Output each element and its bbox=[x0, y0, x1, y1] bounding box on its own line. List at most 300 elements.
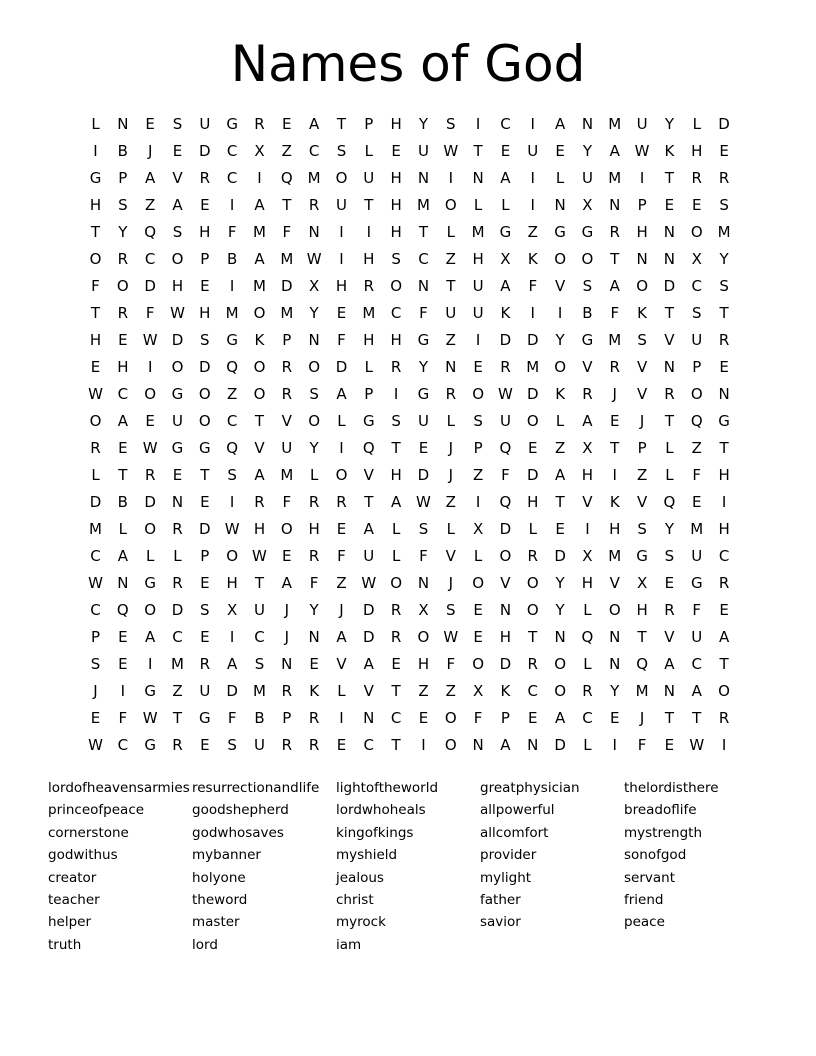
grid-letter: R bbox=[363, 277, 375, 295]
grid-letter: T bbox=[473, 142, 483, 160]
grid-letter: X bbox=[472, 520, 484, 538]
grid-letter: M bbox=[225, 304, 239, 322]
grid-letter: E bbox=[719, 142, 729, 160]
grid-letter: O bbox=[608, 601, 621, 619]
grid-letter: L bbox=[446, 520, 455, 538]
grid-letter: S bbox=[691, 304, 702, 322]
grid-letter: Z bbox=[445, 493, 456, 511]
grid-letter: V bbox=[609, 574, 620, 592]
grid-letter: P bbox=[637, 196, 647, 214]
grid-letter: D bbox=[226, 682, 238, 700]
grid-letter: H bbox=[171, 277, 184, 295]
grid-letter: E bbox=[610, 709, 620, 727]
grid-letter: N bbox=[499, 601, 512, 619]
grid-letter: D bbox=[499, 331, 512, 349]
grid-letter: E bbox=[719, 601, 729, 619]
grid-letter: Y bbox=[555, 574, 565, 592]
grid-letter: N bbox=[117, 574, 129, 592]
grid-letter: H bbox=[253, 520, 266, 538]
grid-letter: S bbox=[254, 655, 265, 673]
grid-letter: F bbox=[610, 304, 620, 322]
grid-letter: G bbox=[581, 331, 594, 349]
grid-letter: V bbox=[664, 628, 675, 646]
grid-letter: U bbox=[581, 169, 593, 187]
grid-letter: O bbox=[444, 709, 457, 727]
grid-letter: W bbox=[361, 574, 377, 592]
grid-letter: L bbox=[555, 169, 565, 187]
grid-letter: G bbox=[417, 331, 430, 349]
grid-letter: O bbox=[308, 412, 321, 430]
grid-letter: A bbox=[145, 628, 156, 646]
grid-letter: X bbox=[500, 250, 511, 268]
grid-letter: U bbox=[499, 412, 511, 430]
grid-letter: I bbox=[721, 736, 727, 754]
grid-letter: Y bbox=[582, 142, 593, 160]
grid-letter: Z bbox=[336, 574, 347, 592]
grid-row bbox=[82, 732, 739, 759]
grid-letter: F bbox=[91, 277, 100, 295]
grid-letter: Y bbox=[309, 601, 319, 619]
grid-letter: O bbox=[390, 574, 403, 592]
grid-letter: I bbox=[585, 520, 590, 538]
grid-letter: L bbox=[309, 466, 319, 484]
grid-letter: R bbox=[172, 574, 183, 592]
grid-letter: P bbox=[364, 115, 374, 133]
grid-letter: M bbox=[608, 331, 622, 349]
grid-letter: K bbox=[527, 250, 538, 268]
grid-row bbox=[82, 516, 739, 543]
grid-letter: D bbox=[526, 331, 539, 349]
grid-letter: L bbox=[391, 547, 401, 565]
grid-letter: G bbox=[199, 439, 211, 457]
grid-letter: Y bbox=[418, 358, 429, 376]
grid-letter: T bbox=[692, 709, 702, 727]
grid-letter: E bbox=[172, 142, 183, 160]
grid-letter: S bbox=[118, 196, 128, 214]
grid-letter: U bbox=[199, 682, 211, 700]
grid-letter: H bbox=[636, 223, 648, 241]
grid-letter: X bbox=[582, 196, 593, 214]
grid-letter: T bbox=[90, 223, 101, 241]
grid-letter: F bbox=[692, 601, 702, 619]
grid-letter: I bbox=[339, 709, 344, 727]
grid-letter: T bbox=[118, 466, 128, 484]
grid-letter: D bbox=[526, 385, 539, 403]
grid-letter: J bbox=[284, 601, 290, 619]
grid-letter: O bbox=[171, 250, 184, 268]
grid-letter: C bbox=[226, 169, 238, 187]
grid-letter: N bbox=[417, 277, 430, 295]
grid-letter: Y bbox=[555, 601, 565, 619]
grid-letter: E bbox=[664, 574, 675, 592]
grid-letter: H bbox=[335, 277, 348, 295]
grid-letter: O bbox=[444, 196, 457, 214]
grid-letter: Q bbox=[636, 655, 648, 673]
grid-letter: M bbox=[690, 520, 704, 538]
grid-letter: H bbox=[636, 601, 648, 619]
grid-letter: N bbox=[472, 169, 484, 187]
grid-letter: R bbox=[582, 385, 593, 403]
word-list-item: jealous bbox=[336, 869, 384, 886]
grid-letter: O bbox=[89, 412, 102, 430]
grid-letter: R bbox=[254, 493, 265, 511]
grid-letter: E bbox=[118, 628, 128, 646]
grid-letter: A bbox=[172, 196, 183, 214]
grid-letter: F bbox=[227, 223, 237, 241]
grid-letter: A bbox=[554, 115, 566, 133]
grid-letter: G bbox=[89, 169, 102, 187]
grid-letter: K bbox=[637, 304, 648, 322]
word-list-item: friend bbox=[624, 891, 664, 908]
grid-letter: O bbox=[472, 385, 485, 403]
grid-letter: H bbox=[89, 331, 102, 349]
grid-letter: P bbox=[90, 628, 101, 646]
grid-letter: D bbox=[363, 601, 375, 619]
grid-letter: A bbox=[336, 385, 347, 403]
grid-letter: R bbox=[445, 385, 456, 403]
grid-letter: A bbox=[227, 655, 238, 673]
grid-letter: Q bbox=[499, 439, 512, 457]
grid-letter: H bbox=[691, 142, 703, 160]
grid-letter: T bbox=[719, 439, 729, 457]
word-column bbox=[480, 777, 624, 934]
word-list-item: mylight bbox=[480, 869, 532, 886]
grid-letter: Z bbox=[418, 682, 429, 700]
grid-row bbox=[82, 327, 739, 354]
grid-letter: M bbox=[252, 682, 266, 700]
grid-letter: A bbox=[609, 277, 620, 295]
grid-letter: L bbox=[473, 547, 483, 565]
grid-letter: S bbox=[637, 520, 647, 538]
grid-letter: E bbox=[336, 520, 347, 538]
grid-letter: U bbox=[335, 196, 347, 214]
grid-letter: A bbox=[582, 412, 593, 430]
word-list-item: myrock bbox=[336, 914, 386, 931]
grid-row bbox=[82, 678, 739, 705]
grid-letter: O bbox=[444, 736, 457, 754]
grid-letter: T bbox=[418, 223, 429, 241]
grid-letter: V bbox=[281, 412, 292, 430]
grid-letter: A bbox=[281, 574, 292, 592]
grid-letter: B bbox=[582, 304, 593, 322]
grid-letter: E bbox=[282, 115, 292, 133]
grid-letter: N bbox=[445, 358, 457, 376]
grid-letter: E bbox=[528, 439, 538, 457]
grid-letter: I bbox=[530, 304, 535, 322]
grid-letter: U bbox=[199, 115, 211, 133]
word-list-item: helper bbox=[48, 914, 92, 931]
grid-letter: S bbox=[719, 196, 729, 214]
grid-letter: E bbox=[664, 736, 675, 754]
grid-letter: G bbox=[690, 574, 703, 592]
word-list-item: teacher bbox=[48, 891, 100, 908]
grid-letter: N bbox=[308, 628, 320, 646]
grid-letter: E bbox=[719, 358, 729, 376]
grid-letter: P bbox=[200, 547, 210, 565]
grid-letter: N bbox=[609, 196, 621, 214]
grid-letter: J bbox=[339, 601, 344, 619]
grid-letter: I bbox=[339, 250, 344, 268]
grid-letter: F bbox=[419, 304, 428, 322]
word-list-item: mystrength bbox=[624, 824, 703, 841]
grid-letter: V bbox=[500, 574, 511, 592]
grid-letter: N bbox=[663, 223, 676, 241]
grid-letter: A bbox=[363, 520, 374, 538]
grid-letter: H bbox=[308, 520, 320, 538]
grid-letter: Z bbox=[145, 196, 156, 214]
grid-letter: L bbox=[528, 520, 537, 538]
grid-letter: J bbox=[448, 466, 453, 484]
grid-letter: K bbox=[609, 493, 620, 511]
grid-letter: Q bbox=[362, 439, 375, 457]
word-list-item: servant bbox=[624, 869, 676, 886]
grid-letter: O bbox=[89, 250, 102, 268]
grid-letter: S bbox=[418, 520, 429, 538]
grid-letter: U bbox=[691, 628, 703, 646]
grid-letter: G bbox=[362, 412, 375, 430]
grid-letter: M bbox=[717, 223, 731, 241]
grid-letter: E bbox=[692, 493, 702, 511]
grid-letter: M bbox=[608, 547, 622, 565]
grid-letter: X bbox=[472, 682, 484, 700]
grid-letter: D bbox=[417, 466, 430, 484]
grid-letter: E bbox=[528, 709, 538, 727]
grid-letter: W bbox=[634, 142, 650, 160]
grid-letter: R bbox=[308, 196, 320, 214]
grid-letter: Z bbox=[527, 223, 538, 241]
grid-letter: D bbox=[171, 331, 184, 349]
grid-letter: U bbox=[691, 331, 703, 349]
grid-letter: N bbox=[472, 736, 484, 754]
grid-letter: W bbox=[224, 520, 240, 538]
grid-letter: N bbox=[308, 331, 320, 349]
grid-letter: N bbox=[527, 736, 539, 754]
grid-letter: P bbox=[692, 358, 702, 376]
grid-letter: M bbox=[171, 655, 184, 673]
grid-letter: A bbox=[500, 736, 511, 754]
grid-letter: C bbox=[691, 277, 702, 295]
grid-letter: A bbox=[500, 277, 511, 295]
grid-letter: E bbox=[200, 277, 210, 295]
grid-letter: R bbox=[117, 250, 129, 268]
grid-row bbox=[82, 381, 739, 408]
grid-letter: Z bbox=[227, 385, 238, 403]
grid-letter: N bbox=[308, 223, 320, 241]
grid-letter: I bbox=[639, 169, 645, 187]
grid-letter: G bbox=[499, 223, 512, 241]
grid-letter: U bbox=[363, 547, 375, 565]
grid-letter: N bbox=[363, 709, 375, 727]
grid-letter: D bbox=[718, 115, 730, 133]
word-list-item: master bbox=[192, 914, 240, 931]
grid-letter: H bbox=[718, 466, 730, 484]
grid-letter: L bbox=[692, 115, 701, 133]
word-list-item: godwhosaves bbox=[192, 824, 284, 841]
grid-letter: R bbox=[390, 628, 402, 646]
grid-letter: I bbox=[147, 655, 153, 673]
grid-letter: L bbox=[665, 439, 674, 457]
grid-letter: M bbox=[280, 250, 294, 268]
grid-letter: A bbox=[363, 655, 374, 673]
grid-letter: M bbox=[608, 169, 622, 187]
grid-letter: F bbox=[501, 466, 510, 484]
grid-letter: F bbox=[227, 709, 237, 727]
grid-letter: Q bbox=[280, 169, 293, 187]
grid-letter: L bbox=[583, 601, 592, 619]
grid-letter: R bbox=[582, 682, 593, 700]
grid-letter: D bbox=[663, 277, 676, 295]
grid-letter: F bbox=[473, 709, 483, 727]
grid-letter: O bbox=[499, 547, 512, 565]
grid-letter: E bbox=[118, 331, 128, 349]
grid-letter: D bbox=[144, 493, 156, 511]
grid-letter: T bbox=[282, 196, 292, 214]
grid-letter: I bbox=[530, 115, 535, 133]
word-list-item: truth bbox=[48, 936, 82, 953]
grid-letter: O bbox=[554, 682, 567, 700]
word-list-item: theword bbox=[192, 891, 248, 908]
grid-letter: W bbox=[142, 709, 158, 727]
grid-letter: S bbox=[172, 223, 183, 241]
grid-letter: C bbox=[390, 709, 402, 727]
grid-letter: J bbox=[639, 709, 645, 727]
grid-letter: D bbox=[554, 547, 566, 565]
grid-letter: D bbox=[144, 277, 156, 295]
grid-letter: O bbox=[417, 628, 430, 646]
grid-letter: E bbox=[473, 358, 483, 376]
grid-letter: L bbox=[364, 358, 373, 376]
grid-row bbox=[82, 246, 739, 273]
word-list-item: iam bbox=[336, 936, 362, 953]
grid-letter: O bbox=[144, 385, 157, 403]
grid-letter: G bbox=[554, 223, 566, 241]
grid-letter: Y bbox=[610, 682, 620, 700]
grid-letter: A bbox=[117, 547, 128, 565]
grid-letter: O bbox=[335, 169, 348, 187]
grid-letter: H bbox=[226, 574, 238, 592]
grid-letter: J bbox=[448, 574, 453, 592]
grid-letter: D bbox=[499, 655, 512, 673]
grid-row bbox=[82, 408, 739, 435]
grid-letter: N bbox=[663, 358, 676, 376]
grid-letter: R bbox=[199, 169, 211, 187]
grid-letter: I bbox=[339, 223, 344, 241]
grid-letter: L bbox=[501, 196, 510, 214]
grid-letter: O bbox=[198, 385, 211, 403]
grid-letter: L bbox=[91, 466, 100, 484]
grid-letter: X bbox=[308, 277, 320, 295]
word-list-item: allcomfort bbox=[480, 824, 549, 841]
grid-letter: S bbox=[309, 385, 319, 403]
grid-letter: N bbox=[636, 250, 648, 268]
grid-letter: R bbox=[390, 601, 402, 619]
grid-letter: S bbox=[664, 547, 675, 565]
grid-letter: V bbox=[636, 358, 648, 376]
grid-letter: W bbox=[443, 142, 459, 160]
grid-letter: M bbox=[416, 196, 430, 214]
grid-letter: Z bbox=[445, 682, 456, 700]
grid-letter: D bbox=[499, 520, 512, 538]
grid-letter: J bbox=[448, 439, 453, 457]
grid-letter: R bbox=[308, 736, 320, 754]
grid-letter: S bbox=[200, 601, 210, 619]
grid-letter: L bbox=[364, 142, 373, 160]
grid-letter: H bbox=[390, 196, 402, 214]
grid-letter: P bbox=[364, 385, 374, 403]
page-title: Names of God bbox=[230, 35, 586, 93]
grid-letter: B bbox=[254, 709, 265, 727]
grid-letter: I bbox=[229, 196, 235, 214]
grid-letter: D bbox=[171, 601, 184, 619]
grid-letter: D bbox=[281, 277, 293, 295]
grid-letter: L bbox=[118, 520, 127, 538]
grid-letter: C bbox=[363, 736, 375, 754]
grid-letter: F bbox=[309, 574, 319, 592]
grid-letter: T bbox=[172, 709, 183, 727]
grid-letter: O bbox=[171, 358, 184, 376]
grid-letter: I bbox=[448, 169, 453, 187]
grid-letter: Y bbox=[555, 331, 565, 349]
grid-letter: E bbox=[145, 412, 155, 430]
grid-letter: W bbox=[416, 493, 431, 511]
grid-letter: R bbox=[527, 547, 538, 565]
grid-letter: R bbox=[336, 493, 347, 511]
grid-letter: E bbox=[391, 655, 401, 673]
grid-letter: R bbox=[609, 358, 620, 376]
grid-letter: L bbox=[145, 547, 155, 565]
grid-letter: Y bbox=[418, 115, 429, 133]
grid-letter: W bbox=[170, 304, 185, 322]
word-list-item: princeofpeace bbox=[48, 802, 145, 819]
grid-letter: I bbox=[612, 736, 617, 754]
word-list-item: cornerstone bbox=[48, 824, 129, 841]
grid-letter: O bbox=[253, 385, 266, 403]
grid-letter: F bbox=[118, 709, 128, 727]
grid-letter: S bbox=[227, 736, 237, 754]
grid-letter: R bbox=[664, 601, 675, 619]
grid-letter: L bbox=[337, 682, 346, 700]
grid-letter: T bbox=[391, 736, 401, 754]
grid-letter: P bbox=[282, 709, 292, 727]
grid-letter: V bbox=[636, 385, 648, 403]
grid-letter: M bbox=[635, 682, 649, 700]
grid-letter: C bbox=[144, 250, 156, 268]
grid-letter: W bbox=[252, 547, 267, 565]
grid-letter: T bbox=[364, 493, 374, 511]
grid-letter: I bbox=[721, 493, 727, 511]
grid-letter: E bbox=[692, 196, 702, 214]
word-list-item: thelordisthere bbox=[624, 780, 719, 796]
grid-letter: T bbox=[610, 439, 620, 457]
grid-letter: S bbox=[446, 601, 456, 619]
grid-letter: D bbox=[199, 358, 211, 376]
grid-letter: N bbox=[554, 196, 566, 214]
grid-letter: I bbox=[229, 277, 235, 295]
grid-letter: W bbox=[88, 574, 103, 592]
grid-letter: R bbox=[117, 304, 129, 322]
grid-letter: Y bbox=[664, 115, 674, 133]
grid-letter: P bbox=[200, 250, 210, 268]
grid-letter: I bbox=[393, 385, 399, 403]
grid-letter: T bbox=[664, 304, 674, 322]
grid-row bbox=[82, 597, 739, 624]
grid-letter: E bbox=[309, 655, 319, 673]
grid-letter: C bbox=[691, 655, 702, 673]
grid-letter: N bbox=[171, 493, 184, 511]
grid-row bbox=[82, 354, 739, 381]
grid-letter: P bbox=[637, 439, 647, 457]
grid-letter: W bbox=[142, 331, 158, 349]
